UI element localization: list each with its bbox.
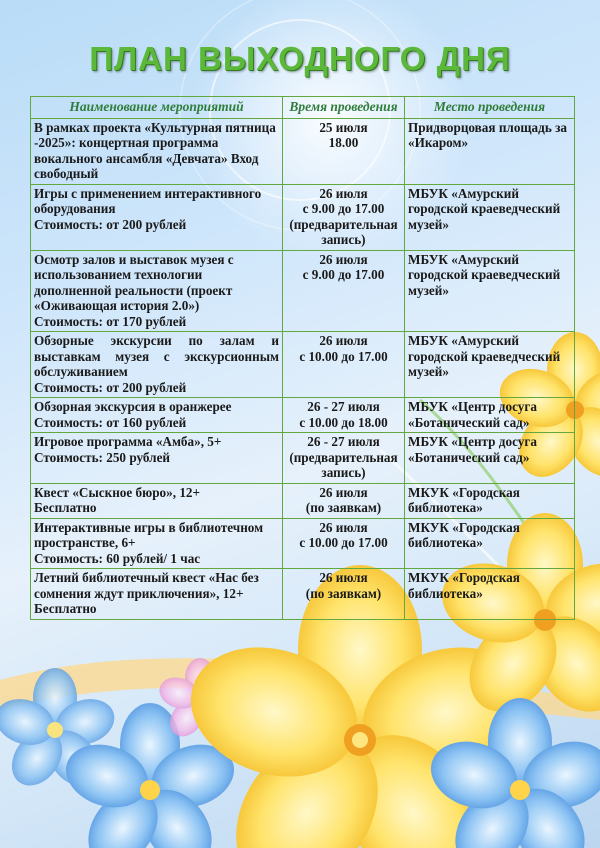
event-cell	[31, 483, 283, 518]
event-price: Стоимость: от 200 рублей	[34, 379, 187, 395]
table-row	[31, 518, 575, 569]
event-cell	[31, 518, 283, 569]
time-cell	[283, 569, 405, 620]
event-cell	[31, 433, 283, 484]
place-cell	[405, 518, 575, 569]
page-title: ПЛАН ВЫХОДНОГО ДНЯ	[89, 40, 511, 77]
place-text: МБУК «Амурский городской краеведческий музей»	[408, 251, 561, 298]
place-cell	[405, 118, 575, 184]
place-cell	[405, 184, 575, 250]
time-cell	[283, 332, 405, 398]
time-text: 26 - 27 июля	[307, 399, 380, 414]
place-text: МБУК «Амурский городской краеведческий музей»	[408, 185, 561, 232]
time-text: 26 - 27 июля	[307, 434, 380, 449]
time-text: с 10.00 до 18.00	[299, 414, 388, 430]
table-row	[31, 184, 575, 250]
table-row	[31, 118, 575, 184]
column-header-place: Место проведения	[405, 97, 575, 119]
table-row	[31, 332, 575, 398]
place-cell	[405, 569, 575, 620]
event-price: Стоимость: от 170 рублей	[34, 313, 187, 329]
events-table	[30, 96, 575, 620]
time-text: с 10.00 до 17.00	[299, 348, 388, 364]
time-text: 26 июля	[319, 484, 368, 500]
event-price: Стоимость: от 160 рублей	[34, 414, 187, 430]
place-text: МБУК «Центр досуга «Ботанический сад»	[408, 399, 537, 430]
place-text: МБУК «Центр досуга «Ботанический сад»	[408, 434, 537, 465]
table-header-row	[31, 97, 575, 119]
time-cell	[283, 184, 405, 250]
event-price: Бесплатно	[34, 601, 97, 616]
event-text: Летний библиотечный квест «Нас без сомнения ждут приключения», 12+	[34, 570, 259, 601]
time-text: 18.00	[328, 135, 359, 150]
table-row	[31, 433, 575, 484]
event-text: Обзорная экскурсия в оранжерее	[34, 399, 232, 414]
time-text: с 9.00 до 17.00	[302, 201, 385, 216]
event-price: Стоимость: 60 рублей/ 1 час	[34, 550, 201, 566]
time-cell	[283, 483, 405, 518]
place-cell	[405, 398, 575, 433]
event-text: В рамках проекта «Культурная пятница -2025»: концертная программа вокального ансамбля «Девчата» Вход свободный	[34, 119, 276, 181]
place-text: МКУК «Городская библиотека»	[408, 484, 520, 515]
place-text: МКУК «Городская библиотека»	[408, 570, 520, 601]
event-text: Квест «Сыскное бюро», 12+	[34, 484, 201, 500]
time-text: (по заявкам)	[305, 500, 382, 515]
place-text: МБУК «Амурский городской краеведческий музей»	[408, 333, 561, 379]
event-text: Интерактивные игры в библиотечном пространстве, 6+	[34, 519, 264, 550]
column-header-event: Наименование мероприятий	[31, 97, 283, 119]
table-row	[31, 569, 575, 620]
time-text: 26 июля	[319, 570, 368, 585]
time-cell	[283, 118, 405, 184]
event-text: Обзорные экскурсии по залам и выставкам музея с экскурсионным обслуживанием	[34, 333, 279, 379]
event-cell	[31, 118, 283, 184]
place-text: Придворцовая площадь за «Икаром»	[408, 119, 567, 150]
time-text: 26 июля	[319, 185, 368, 201]
event-text: Игры с применением интерактивного оборудования	[34, 185, 262, 216]
time-text: с 10.00 до 17.00	[299, 535, 388, 550]
time-cell	[283, 398, 405, 433]
event-price: Бесплатно	[34, 500, 97, 515]
time-text: 26 июля	[319, 333, 368, 348]
time-text: 26 июля	[319, 251, 368, 267]
time-text: (по заявкам)	[305, 585, 382, 601]
event-text: Осмотр залов и выставок музея с использованием технологии дополненной реальности (проект «Оживающая история 2.0»)	[34, 251, 234, 313]
event-cell	[31, 250, 283, 332]
time-text: 26 июля	[319, 519, 368, 535]
event-cell	[31, 184, 283, 250]
time-text: 25 июля	[319, 119, 368, 135]
table-row	[31, 483, 575, 518]
event-cell	[31, 332, 283, 398]
place-text: МКУК «Городская библиотека»	[408, 519, 520, 550]
time-text: (предварительная запись)	[289, 449, 398, 480]
place-cell	[405, 332, 575, 398]
time-cell	[283, 250, 405, 332]
place-cell	[405, 433, 575, 484]
time-text: с 9.00 до 17.00	[302, 267, 385, 282]
time-text: (предварительная запись)	[289, 216, 398, 247]
column-header-time: Время проведения	[283, 97, 405, 119]
time-cell	[283, 518, 405, 569]
time-cell	[283, 433, 405, 484]
event-price: Стоимость: от 200 рублей	[34, 216, 187, 232]
event-text: Игровое программа «Амба», 5+	[34, 434, 222, 449]
event-price: Стоимость: 250 рублей	[34, 449, 171, 465]
table-row	[31, 398, 575, 433]
place-cell	[405, 250, 575, 332]
place-cell	[405, 483, 575, 518]
event-cell	[31, 569, 283, 620]
table-row	[31, 250, 575, 332]
event-cell	[31, 398, 283, 433]
